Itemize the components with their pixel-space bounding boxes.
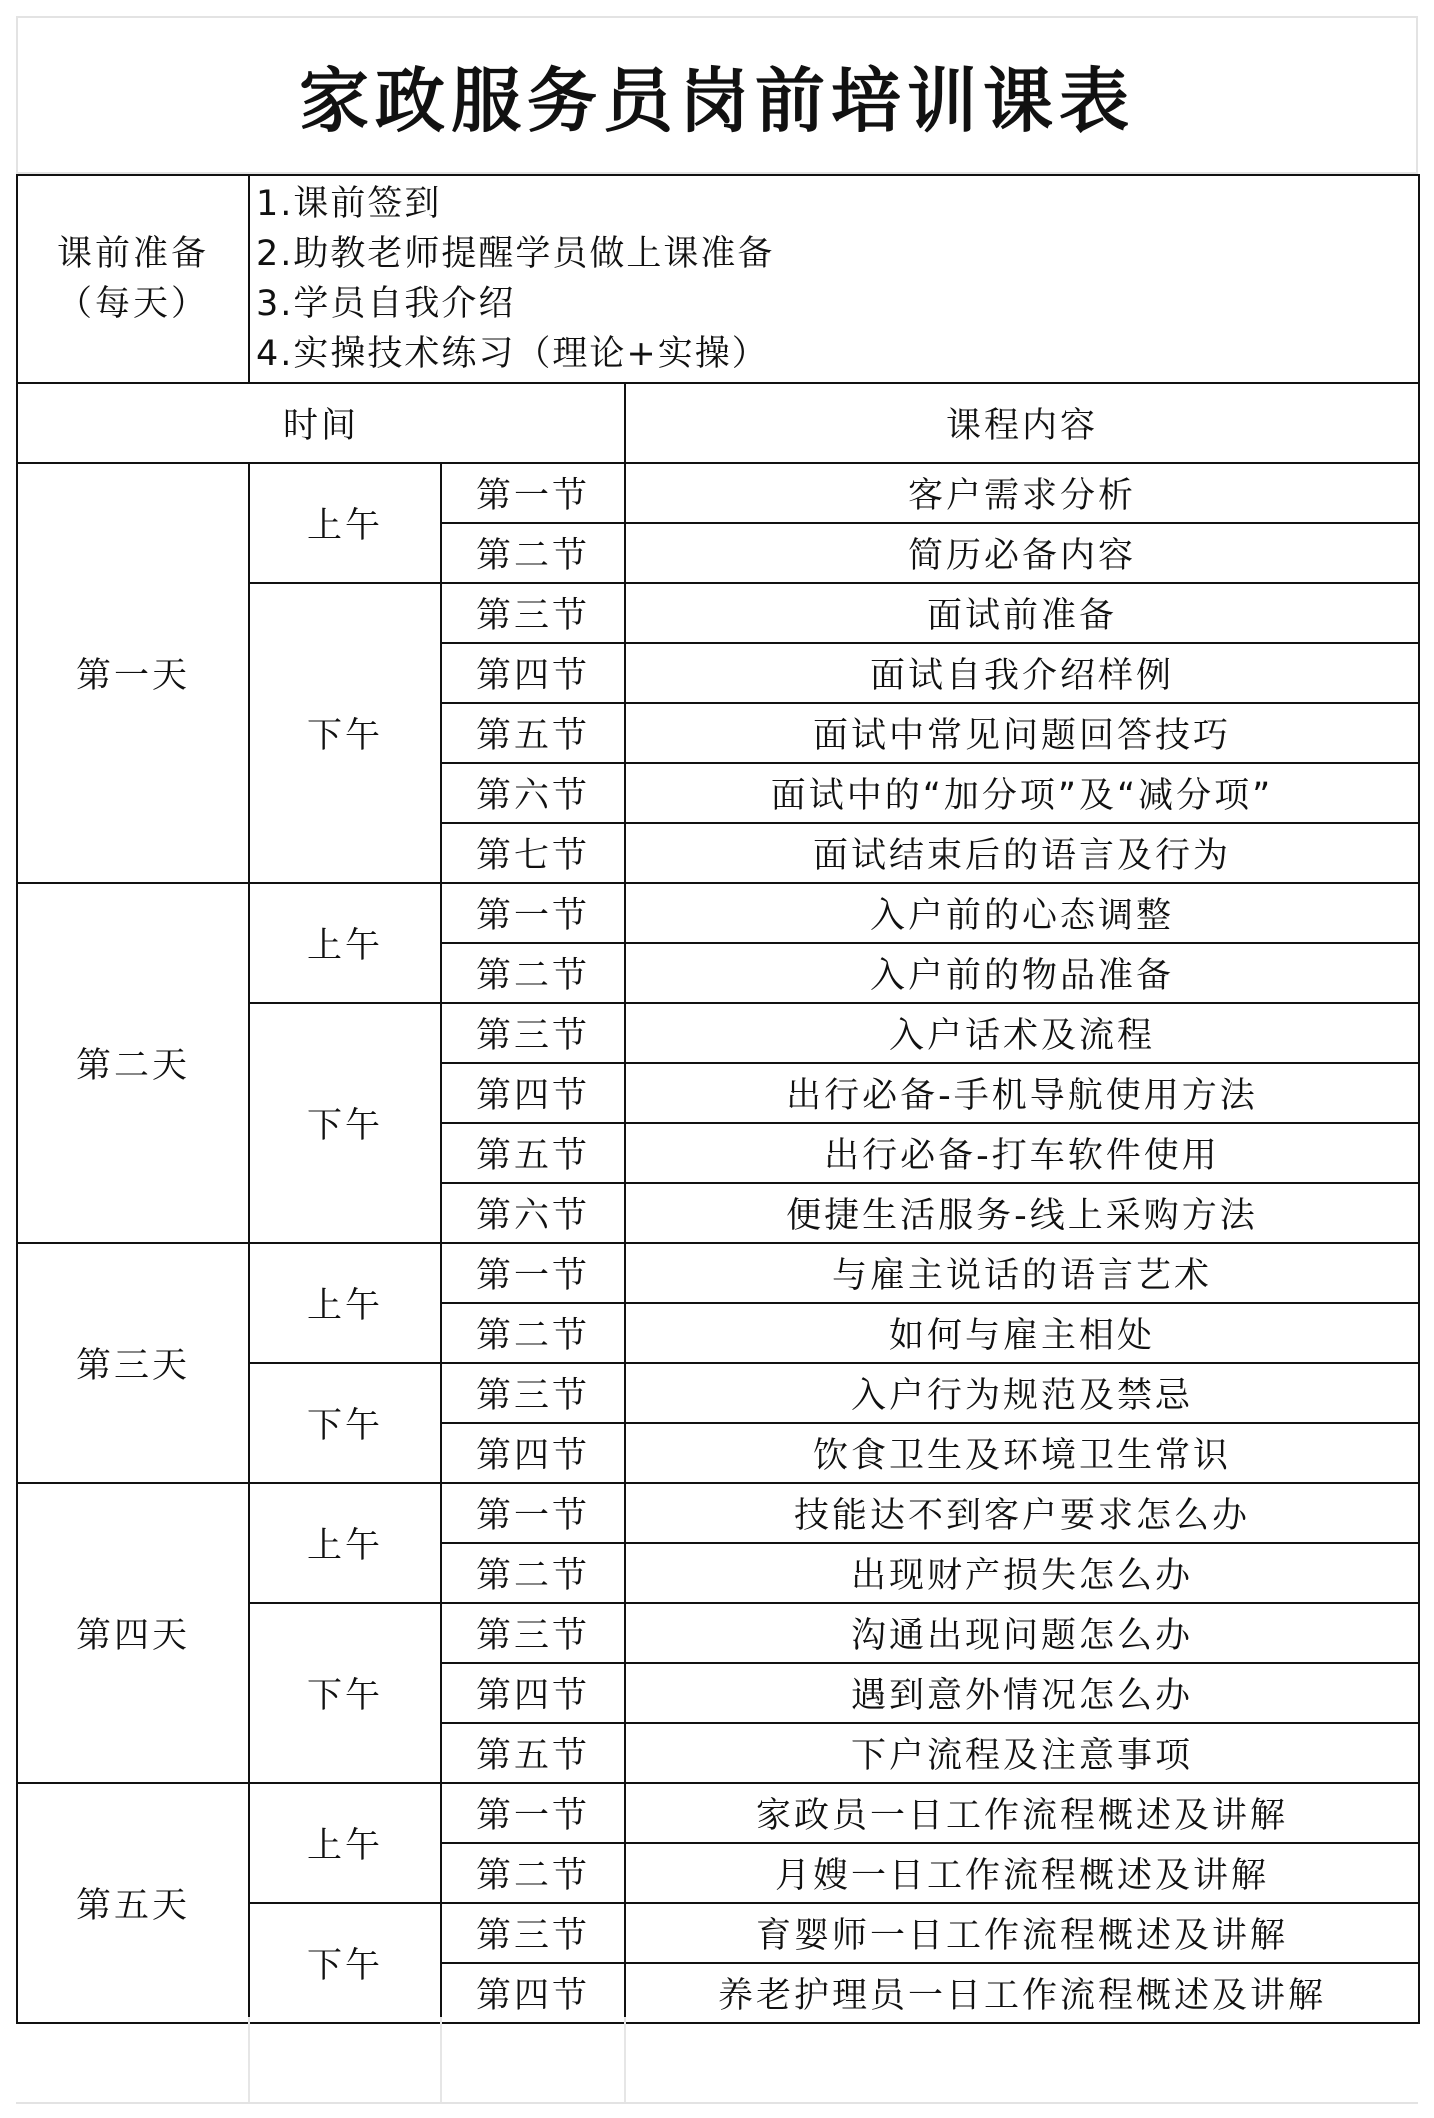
session-number-cell: 第五节 — [441, 1123, 625, 1183]
course-topic-cell: 面试结束后的语言及行为 — [625, 823, 1419, 883]
session-number-cell: 第二节 — [441, 523, 625, 583]
grid-line — [248, 2017, 250, 2102]
course-topic-cell: 面试中常见问题回答技巧 — [625, 703, 1419, 763]
course-topic-cell: 沟通出现问题怎么办 — [625, 1603, 1419, 1663]
table-row — [17, 1783, 1419, 1843]
course-topic-cell: 入户话术及流程 — [625, 1003, 1419, 1063]
header-time: 时间 — [17, 383, 625, 463]
table-row — [17, 463, 1419, 523]
session-number-cell: 第二节 — [441, 1843, 625, 1903]
session-number-cell: 第三节 — [441, 1603, 625, 1663]
prep-item: 1.课前签到 — [256, 184, 442, 224]
prep-label-line1: 课前准备 — [56, 234, 209, 274]
session-number-cell: 第二节 — [441, 943, 625, 1003]
session-number-cell: 第一节 — [441, 1483, 625, 1543]
header-content: 课程内容 — [625, 383, 1419, 463]
period-cell: 下午 — [249, 1003, 441, 1243]
session-number-cell: 第四节 — [441, 1423, 625, 1483]
session-number-cell: 第七节 — [441, 823, 625, 883]
course-topic-cell: 下户流程及注意事项 — [625, 1723, 1419, 1783]
title-row — [16, 16, 1418, 174]
session-number-cell: 第五节 — [441, 703, 625, 763]
session-number-cell: 第四节 — [441, 1063, 625, 1123]
course-topic-cell: 月嫂一日工作流程概述及讲解 — [625, 1843, 1419, 1903]
course-topic-cell: 出现财产损失怎么办 — [625, 1543, 1419, 1603]
session-number-cell: 第二节 — [441, 1303, 625, 1363]
course-topic-cell: 技能达不到客户要求怎么办 — [625, 1483, 1419, 1543]
schedule-table — [16, 174, 1420, 2024]
session-number-cell: 第四节 — [441, 1963, 625, 2023]
day-cell: 第二天 — [17, 883, 249, 1243]
grid-line — [440, 2017, 442, 2102]
course-topic-cell: 简历必备内容 — [625, 523, 1419, 583]
session-number-cell: 第三节 — [441, 583, 625, 643]
prep-item: 2.助教老师提醒学员做上课准备 — [256, 234, 775, 274]
session-number-cell: 第三节 — [441, 1363, 625, 1423]
session-number-cell: 第一节 — [441, 1783, 625, 1843]
course-topic-cell: 养老护理员一日工作流程概述及讲解 — [625, 1963, 1419, 2023]
day-cell: 第一天 — [17, 463, 249, 883]
course-topic-cell: 入户前的心态调整 — [625, 883, 1419, 943]
prep-item: 3.学员自我介绍 — [256, 284, 516, 324]
course-topic-cell: 入户行为规范及禁忌 — [625, 1363, 1419, 1423]
day-cell: 第三天 — [17, 1243, 249, 1483]
course-topic-cell: 与雇主说话的语言艺术 — [625, 1243, 1419, 1303]
session-number-cell: 第六节 — [441, 1183, 625, 1243]
day-cell: 第五天 — [17, 1783, 249, 2023]
empty-grid-row — [16, 2017, 1418, 2104]
session-number-cell: 第六节 — [441, 763, 625, 823]
period-cell: 上午 — [249, 463, 441, 583]
table-row — [17, 1483, 1419, 1543]
period-cell: 上午 — [249, 1783, 441, 1903]
grid-line — [624, 2017, 626, 2102]
course-topic-cell: 家政员一日工作流程概述及讲解 — [625, 1783, 1419, 1843]
course-topic-cell: 面试中的“加分项”及“减分项” — [625, 763, 1419, 823]
course-topic-cell: 面试前准备 — [625, 583, 1419, 643]
page-title: 家政服务员岗前培训课表 — [299, 59, 1135, 142]
session-number-cell: 第一节 — [441, 463, 625, 523]
prep-list — [249, 175, 1419, 383]
session-number-cell: 第二节 — [441, 1543, 625, 1603]
period-cell: 上午 — [249, 1483, 441, 1603]
period-cell: 下午 — [249, 1903, 441, 2023]
prep-row — [17, 175, 1419, 383]
period-cell: 下午 — [249, 1363, 441, 1483]
period-cell: 上午 — [249, 883, 441, 1003]
session-number-cell: 第四节 — [441, 1663, 625, 1723]
course-topic-cell: 出行必备-手机导航使用方法 — [625, 1063, 1419, 1123]
course-topic-cell: 饮食卫生及环境卫生常识 — [625, 1423, 1419, 1483]
course-topic-cell: 入户前的物品准备 — [625, 943, 1419, 1003]
course-topic-cell: 便捷生活服务-线上采购方法 — [625, 1183, 1419, 1243]
period-cell: 下午 — [249, 583, 441, 883]
course-topic-cell: 面试自我介绍样例 — [625, 643, 1419, 703]
table-row — [17, 883, 1419, 943]
course-topic-cell: 客户需求分析 — [625, 463, 1419, 523]
session-number-cell: 第三节 — [441, 1903, 625, 1963]
table-row — [17, 1243, 1419, 1303]
session-number-cell: 第四节 — [441, 643, 625, 703]
period-cell: 上午 — [249, 1243, 441, 1363]
course-topic-cell: 出行必备-打车软件使用 — [625, 1123, 1419, 1183]
prep-label — [17, 175, 249, 383]
session-number-cell: 第五节 — [441, 1723, 625, 1783]
session-number-cell: 第三节 — [441, 1003, 625, 1063]
course-topic-cell: 遇到意外情况怎么办 — [625, 1663, 1419, 1723]
session-number-cell: 第一节 — [441, 883, 625, 943]
prep-item: 4.实操技术练习（理论+实操） — [256, 334, 769, 374]
session-number-cell: 第一节 — [441, 1243, 625, 1303]
period-cell: 下午 — [249, 1603, 441, 1783]
prep-label-line2: （每天） — [56, 284, 209, 324]
course-topic-cell: 育婴师一日工作流程概述及讲解 — [625, 1903, 1419, 1963]
header-row — [17, 383, 1419, 463]
course-topic-cell: 如何与雇主相处 — [625, 1303, 1419, 1363]
day-cell: 第四天 — [17, 1483, 249, 1783]
schedule-body — [17, 175, 1419, 2023]
